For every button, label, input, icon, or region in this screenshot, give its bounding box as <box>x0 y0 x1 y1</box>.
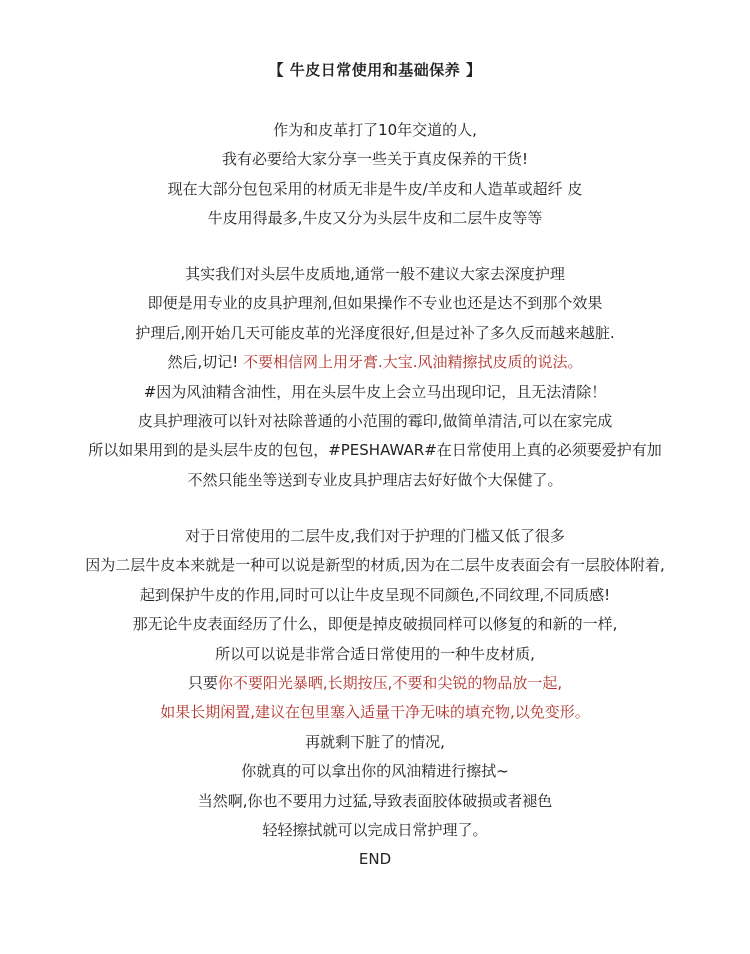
text-line: 现在大部分包包采用的材质无非是牛皮/羊皮和人造革或超纤 皮 <box>167 179 583 198</box>
text-line: 对于日常使用的二层牛皮,我们对于护理的门槛又低了很多 <box>185 527 565 545</box>
text-line: 轻轻擦拭就可以完成日常护理了。 <box>262 820 488 839</box>
text-line: 我有必要给大家分享一些关于真皮保养的干货! <box>221 150 528 169</box>
paragraph-top-grain-leather <box>0 260 750 495</box>
text-line-tip-highlight: 如果长期闲置,建议在包里塞入适量干净无味的填充物,以免变形。 <box>160 703 590 722</box>
end-marker: END <box>358 850 392 869</box>
text-line: 其实我们对头层牛皮质地,通常一般不建议大家去深度护理 <box>185 265 565 283</box>
text-line: 不然只能坐等送到专业皮具护理店去好好做个大保健了。 <box>187 470 563 489</box>
text-line: 那无论牛皮表面经历了什么，即便是掉皮破损同样可以修复的和新的一样, <box>132 615 618 634</box>
text-line-warning <box>0 348 750 377</box>
text-line: 当然啊,你也不要用力过猛,导致表面胶体破损或者褪色 <box>197 791 553 810</box>
article-title: 【 牛皮日常使用和基础保养 】 <box>268 61 482 79</box>
text-line: 牛皮用得最多,牛皮又分为头层牛皮和二层牛皮等等 <box>207 209 543 228</box>
text-line: 即便是用专业的皮具护理剂,但如果操作不专业也还是达不到那个效果 <box>147 294 603 313</box>
tip-highlight: 你不要阳光暴晒,长期按压,不要和尖锐的物品放一起, <box>217 673 563 692</box>
warning-highlight: 不要相信网上用牙膏.大宝.风油精擦拭皮质的说法。 <box>243 353 583 372</box>
text-line: 皮具护理液可以针对祛除普通的小范围的霉印,做简单清洁,可以在家完成 <box>137 411 613 430</box>
tip-prefix: 只要 <box>187 673 218 692</box>
text-line: 所以如果用到的是头层牛皮的包包，#PESHAWAR#在日常使用上真的必须要爱护有加 <box>88 441 662 460</box>
text-line: 起到保护牛皮的作用,同时可以让牛皮呈现不同颜色,不同纹理,不同质感! <box>139 585 611 604</box>
text-line: 护理后,刚开始几天可能皮革的光泽度很好,但是过补了多久反而越来越脏. <box>135 323 615 342</box>
text-line: 因为二层牛皮本来就是一种可以说是新型的材质,因为在二层牛皮表面会有一层胶体附着, <box>85 556 665 575</box>
text-line: #因为风油精含油性，用在头层牛皮上会立马出现印记，且无法清除！ <box>143 382 607 401</box>
text-line: 你就真的可以拿出你的风油精进行擦拭~ <box>241 762 509 781</box>
paragraph-intro <box>0 116 750 234</box>
text-line: 再就剩下脏了的情况, <box>305 732 445 751</box>
text-line-tip <box>0 669 750 698</box>
paragraph-split-leather <box>0 522 750 875</box>
warning-prefix: 然后,切记! <box>167 353 243 372</box>
text-line: 作为和皮革打了10年交道的人, <box>273 121 477 139</box>
text-line: 所以可以说是非常合适日常使用的一种牛皮材质, <box>215 644 535 663</box>
